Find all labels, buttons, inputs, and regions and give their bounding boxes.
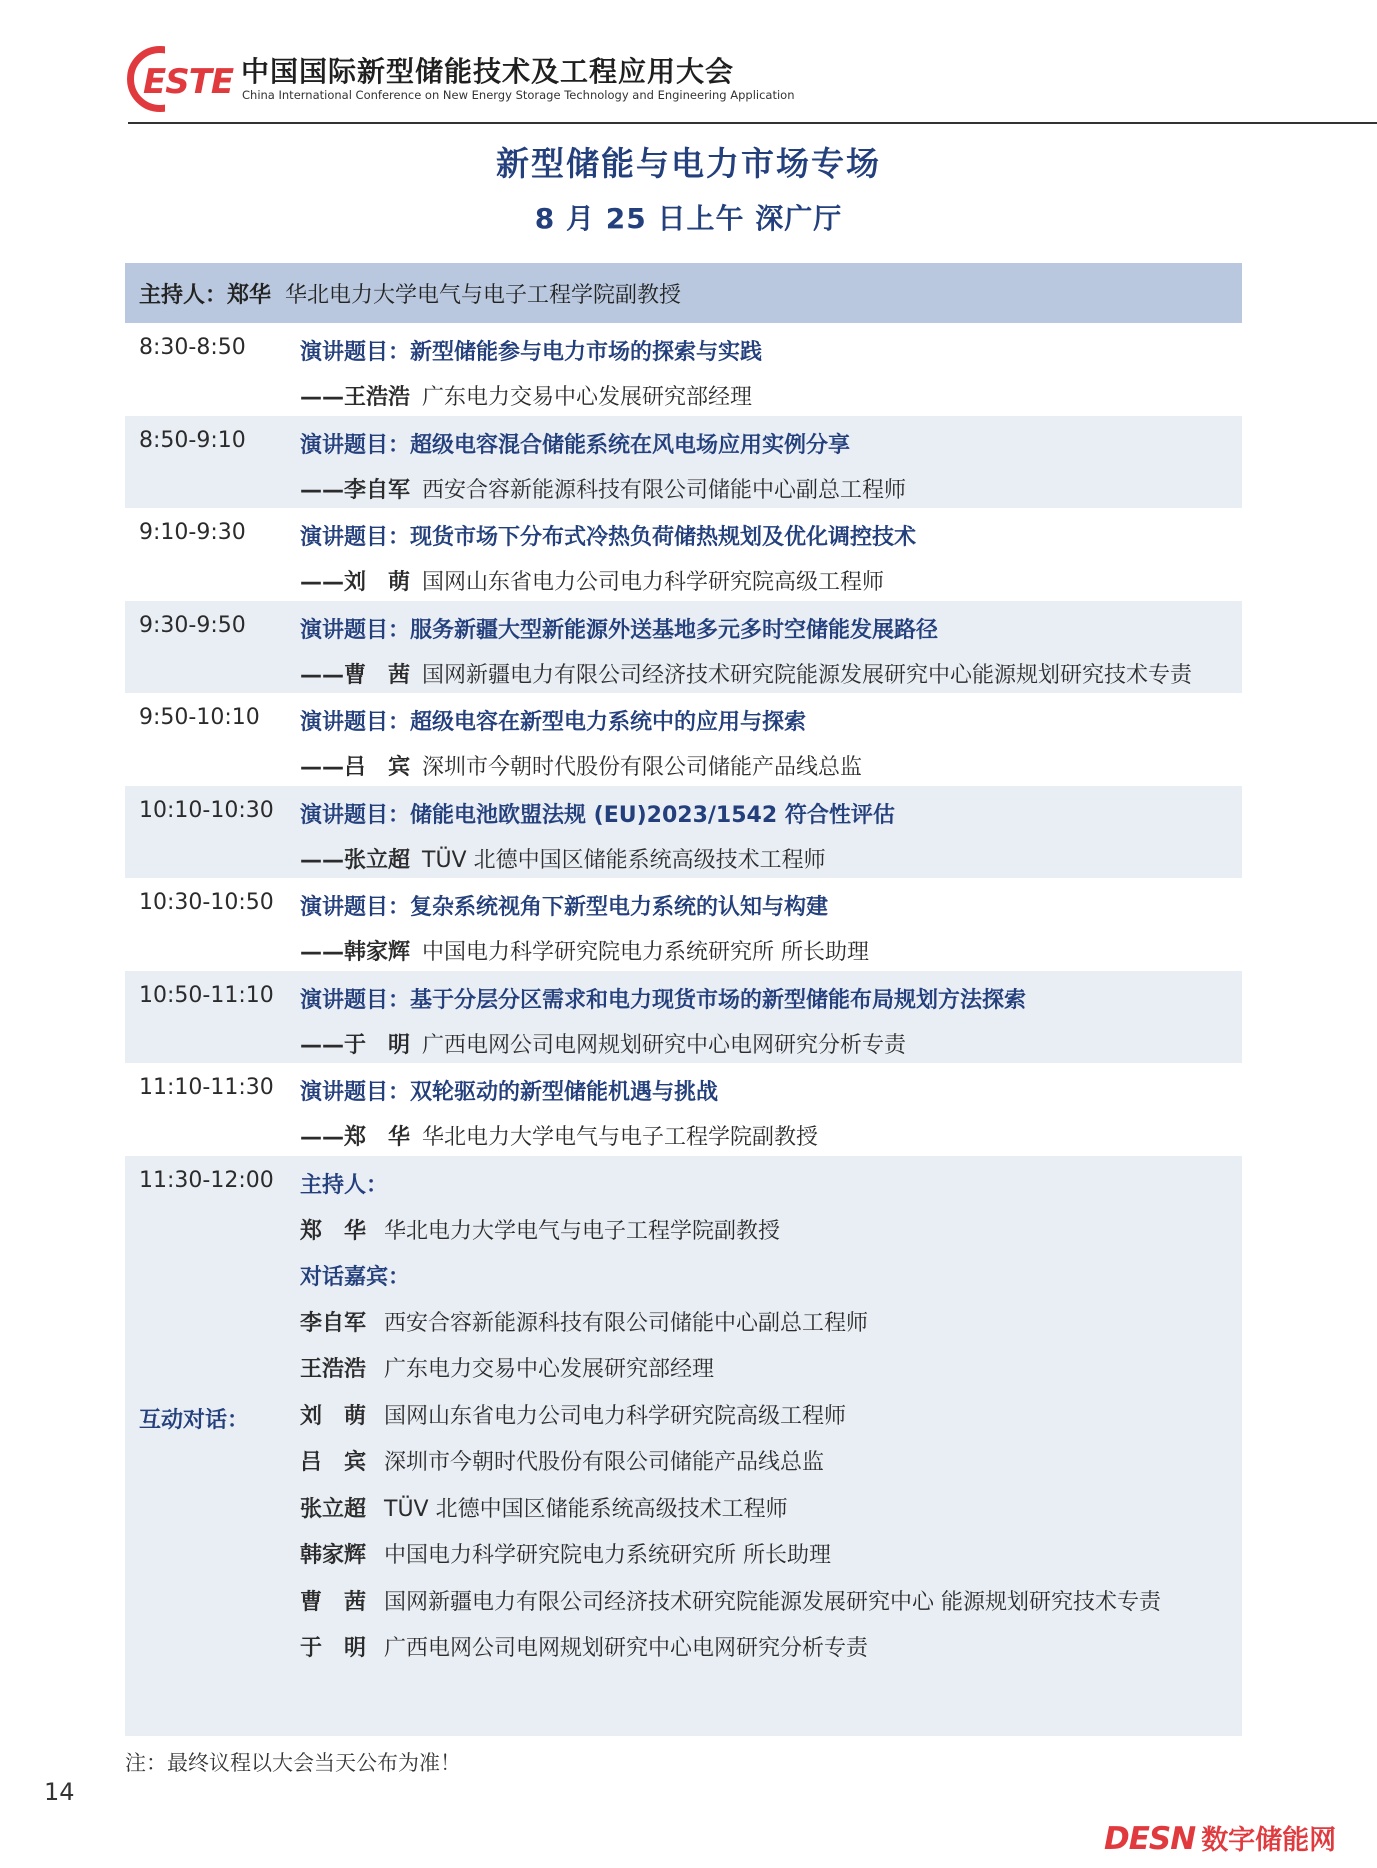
page-number: 14 — [44, 1778, 75, 1806]
agenda-row — [125, 416, 1242, 509]
agenda-topic: 演讲题目：超级电容混合储能系统在风电场应用实例分享 — [300, 432, 851, 458]
agenda-row — [125, 323, 1242, 416]
speaker-affiliation: 广东电力交易中心发展研究部经理 — [422, 385, 753, 410]
agenda-row — [125, 693, 1242, 786]
speaker-name: ——韩家辉 — [300, 940, 411, 965]
guest-affiliation: 国网新疆电力有限公司经济技术研究院能源发展研究中心 能源规划研究技术专责 — [384, 1589, 1161, 1615]
agenda-speaker — [300, 935, 869, 966]
panel-guest — [300, 1585, 1161, 1616]
guest-affiliation: 国网山东省电力公司电力科学研究院高级工程师 — [384, 1403, 847, 1429]
guest-affiliation: 广东电力交易中心发展研究部经理 — [384, 1357, 715, 1382]
agenda-row — [125, 508, 1242, 601]
panel-guest — [300, 1352, 714, 1383]
agenda-topic: 演讲题目：新型储能参与电力市场的探索与实践 — [300, 340, 763, 365]
guest-name: 张立超 — [300, 1496, 367, 1522]
host-bar — [125, 263, 1242, 323]
speaker-affiliation: 国网新疆电力有限公司经济技术研究院能源发展研究中心能源规划研究技术专责 — [422, 662, 1193, 688]
panel-label: 互动对话： — [139, 1407, 250, 1433]
guest-name: 刘 萌 — [300, 1403, 367, 1429]
guest-name: 李自军 — [300, 1310, 367, 1336]
este-logo — [125, 44, 245, 120]
desn-brand-logo — [1104, 1818, 1336, 1857]
agenda-topic: 演讲题目：基于分层分区需求和电力现货市场的新型储能布局规划方法探索 — [300, 987, 1027, 1013]
panel-guest — [300, 1492, 788, 1523]
agenda-row — [125, 601, 1242, 694]
agenda-speaker — [300, 1120, 818, 1151]
agenda-topic: 演讲题目：超级电容在新型电力系统中的应用与探索 — [300, 710, 807, 735]
agenda-speaker — [300, 473, 906, 504]
brand-cn: 数字储能网 — [1201, 1825, 1337, 1856]
guest-affiliation: TÜV 北德中国区储能系统高级技术工程师 — [384, 1496, 788, 1522]
agenda-speaker — [300, 750, 862, 781]
guest-name: 于 明 — [300, 1636, 367, 1661]
guest-affiliation: 中国电力科学研究院电力系统研究所 所长助理 — [384, 1543, 831, 1568]
conference-title-cn: 中国国际新型储能技术及工程应用大会 — [241, 55, 735, 88]
agenda-row — [125, 786, 1242, 879]
agenda-time: 11:10-11:30 — [139, 1075, 274, 1100]
panel-host — [300, 1214, 780, 1245]
panel-guest — [300, 1445, 824, 1476]
speaker-affiliation: TÜV 北德中国区储能系统高级技术工程师 — [422, 847, 826, 873]
speaker-name: ——刘 萌 — [300, 570, 411, 595]
brand-en: DESN — [1104, 1821, 1196, 1857]
agenda-row — [125, 1063, 1242, 1156]
host-label: 主持人： — [139, 282, 228, 308]
panel-guests-heading: 对话嘉宾： — [300, 1264, 411, 1290]
speaker-name: ——李自军 — [300, 477, 411, 503]
guest-affiliation: 西安合容新能源科技有限公司储能中心副总工程师 — [384, 1310, 869, 1336]
agenda-time: 10:50-11:10 — [139, 982, 274, 1008]
agenda-time: 8:50-9:10 — [139, 427, 246, 453]
header-divider — [128, 122, 1377, 124]
agenda-row — [125, 878, 1242, 971]
agenda-time: 9:30-9:50 — [139, 612, 246, 638]
speaker-affiliation: 华北电力大学电气与电子工程学院副教授 — [422, 1125, 819, 1150]
guest-name: 吕 宾 — [300, 1450, 367, 1475]
speaker-name: ——郑 华 — [300, 1125, 411, 1150]
logo-text: ESTE — [143, 62, 234, 102]
session-title: 新型储能与电力市场专场 — [496, 144, 881, 183]
speaker-name: ——吕 宾 — [300, 755, 411, 780]
host-name: 郑华 — [227, 282, 272, 308]
agenda-topic: 演讲题目：复杂系统视角下新型电力系统的认知与构建 — [300, 895, 829, 920]
panel-host-heading: 主持人： — [300, 1172, 389, 1198]
speaker-name: ——王浩浩 — [300, 385, 411, 410]
conference-title-en: China International Conference on New Energy Storage Technology and Engineering Application — [242, 88, 795, 102]
panel-host-name: 郑 华 — [300, 1218, 367, 1244]
agenda-topic: 演讲题目：储能电池欧盟法规 (EU)2023/1542 符合性评估 — [300, 802, 895, 828]
speaker-affiliation: 中国电力科学研究院电力系统研究所 所长助理 — [422, 940, 870, 965]
agenda-speaker — [300, 565, 884, 596]
agenda-time: 10:30-10:50 — [139, 890, 274, 915]
guest-name: 曹 茜 — [300, 1589, 367, 1615]
agenda-topic: 演讲题目：现货市场下分布式冷热负荷储热规划及优化调控技术 — [300, 525, 917, 550]
panel-guest — [300, 1631, 868, 1662]
agenda-speaker — [300, 843, 826, 874]
guest-affiliation: 深圳市今朝时代股份有限公司储能产品线总监 — [384, 1450, 825, 1475]
agenda-time: 8:30-8:50 — [139, 335, 246, 360]
panel-guest — [300, 1399, 846, 1430]
agenda-time: 9:10-9:30 — [139, 520, 246, 545]
panel-guest — [300, 1538, 831, 1569]
panel-time: 11:30-12:00 — [139, 1167, 274, 1193]
panel-guest — [300, 1306, 868, 1337]
footnote: 注：最终议程以大会当天公布为准！ — [125, 1751, 461, 1775]
speaker-affiliation: 广西电网公司电网规划研究中心电网研究分析专责 — [422, 1032, 907, 1058]
agenda-speaker — [300, 658, 1192, 689]
agenda-topic: 演讲题目：双轮驱动的新型储能机遇与挑战 — [300, 1080, 719, 1105]
agenda-topic: 演讲题目：服务新疆大型新能源外送基地多元多时空储能发展路径 — [300, 617, 939, 643]
panel-discussion — [125, 1156, 1242, 1736]
guest-name: 韩家辉 — [300, 1543, 367, 1568]
agenda-speaker — [300, 1028, 906, 1059]
speaker-name: ——于 明 — [300, 1032, 411, 1058]
speaker-affiliation: 深圳市今朝时代股份有限公司储能产品线总监 — [422, 755, 863, 780]
agenda-time: 9:50-10:10 — [139, 705, 260, 730]
speaker-affiliation: 国网山东省电力公司电力科学研究院高级工程师 — [422, 570, 885, 595]
guest-name: 王浩浩 — [300, 1357, 367, 1382]
agenda-speaker — [300, 380, 752, 411]
speaker-name: ——张立超 — [300, 847, 411, 873]
session-datetime: 8 月 25 日上午 深广厅 — [534, 202, 843, 235]
speaker-name: ——曹 茜 — [300, 662, 411, 688]
host-title: 华北电力大学电气与电子工程学院副教授 — [285, 282, 682, 308]
guest-affiliation: 广西电网公司电网规划研究中心电网研究分析专责 — [384, 1636, 869, 1661]
speaker-affiliation: 西安合容新能源科技有限公司储能中心副总工程师 — [422, 477, 907, 503]
panel-host-affiliation: 华北电力大学电气与电子工程学院副教授 — [384, 1218, 781, 1244]
agenda-row — [125, 971, 1242, 1064]
agenda-time: 10:10-10:30 — [139, 797, 274, 823]
agenda-table — [125, 263, 1242, 1736]
